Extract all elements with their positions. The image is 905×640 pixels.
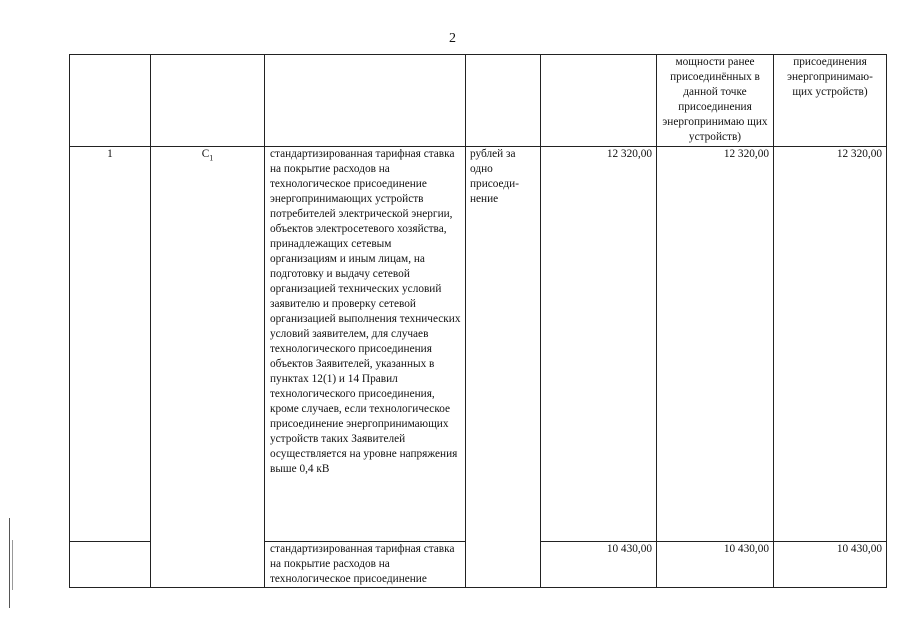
tariff-code: $С_1$ (151, 147, 265, 588)
value-cell: 10 430,00 (657, 542, 774, 588)
tariff-description: стандартизированная тарифная ставка на покрытие расходов на технологическое присоединение энергопринимающих устройств потребителей электрической энергии, объектов электросетевого хозяйства, принадлежащих сетевым организациям и иным лицам, на подготовку и выдачу сетевой организацией технических условий заявителю и проверку сетевой организацией выполнения технических условий заявителем, для случаев технологического присоединения объектов Заявителей, указанных в пунктах 12(1) и 14 Правил технологического присоединения, кроме случаев, если технологическое присоединение энергопринимающих устройств таких Заявителей осуществляется на уровне напряжения выше 0,4 кВ (265, 147, 466, 542)
value-cell: 12 320,00 (774, 147, 887, 542)
tariff-description: стандартизированная тарифная ставка на покрытие расходов на технологическое присоединение (265, 542, 466, 588)
value-cell: 10 430,00 (774, 542, 887, 588)
header-cell-col6: мощности ранее присоединённых в данной точке присоединения энергопринимаю щих устройств) (657, 55, 774, 147)
row-number (70, 542, 151, 588)
value-cell: 12 320,00 (657, 147, 774, 542)
tariff-table (69, 54, 887, 588)
row-number: 1 (70, 147, 151, 542)
header-cell (466, 55, 541, 147)
value-cell: 10 430,00 (541, 542, 657, 588)
unit-cell: рублей за одно присоеди-нение (466, 147, 541, 588)
scan-margin-line (9, 518, 10, 608)
table-row (70, 147, 887, 542)
header-cell-col7: присоединения энергопринимаю-щих устройств) (774, 55, 887, 147)
page-number: 2 (449, 31, 456, 46)
header-row (70, 55, 887, 147)
header-cell (541, 55, 657, 147)
header-cell (265, 55, 466, 147)
value-cell: 12 320,00 (541, 147, 657, 542)
scan-margin-line (12, 540, 13, 590)
header-cell (70, 55, 151, 147)
header-cell (151, 55, 265, 147)
